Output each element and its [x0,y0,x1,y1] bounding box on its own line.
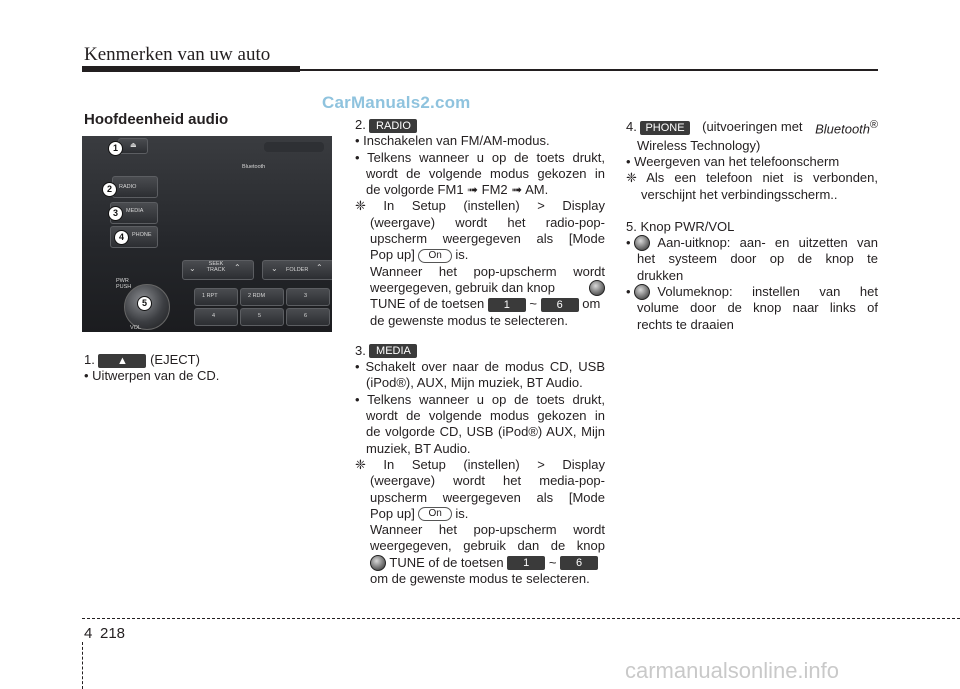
preset-1-button-icon: 1 [507,556,545,570]
footer-dashed-rule [82,618,960,619]
volume-knob-icon [634,284,650,300]
chapter-number: 4 [84,625,93,642]
marker-4: 4 [114,230,129,245]
on-button-icon: On [418,249,451,263]
media-button-icon: MEDIA [369,344,417,358]
marker-3: 3 [108,206,123,221]
marker-5: 5 [137,296,152,311]
audio-unit-photo: Bluetooth ⏏ RADIO MEDIA PHONE SEEK TRACK ⌄ ⌃ FOLDER ⌄ ⌃ 1 RPT 2 RDM 3 4 5 6 PWR PUSH VOL 1 2 3 4 5 [82,136,332,332]
preset-6-button-icon: 6 [560,556,598,570]
power-knob-icon [634,235,650,251]
marker-1: 1 [108,141,123,156]
marker-2: 2 [102,182,117,197]
column-1: 1. ▲ (EJECT) • Uitwerpen van de CD. [84,352,220,384]
header-title: Kenmerken van uw auto [84,44,271,65]
header-rule [300,69,878,71]
preset-6-button-icon: 6 [541,298,579,312]
page-number: 218 [100,625,126,642]
radio-button-icon: RADIO [369,119,417,133]
tune-knob-icon [589,280,605,296]
section-title: Hoofdeenheid audio [84,111,229,128]
column-3: 4. PHONE (uitvoeringen met Bluetooth® Wireless Technology) • Weergeven van het telefoonscherm ❈ Als een telefoon niet is verbonden, verschijnt het verbindingsscherm.. 5. Knop PWR/VOL • Aan-uitknop: aan- en uitzetten van het systeem door op de knop te drukken • Volumeknop: instellen van het volume door de knop naar links of rechts te draaien [626,119,878,332]
watermark-top: CarManuals2.com [322,93,471,112]
tune-knob-icon [370,555,386,571]
watermark-bottom: carmanualsonline.info [625,658,840,683]
header-bar [82,66,300,72]
phone-button-icon: PHONE [640,121,689,135]
eject-button-icon: ▲ [98,354,146,368]
on-button-icon: On [418,507,451,521]
column-2: 2. RADIO • Inschakelen van FM/AM-modus. • Telkens wanneer u op de toets drukt, wordt de volgende modus gekozen in de volgorde FM1 ➟ FM2 ➟ AM. ❈ In Setup (instellen) > Display (weergave) wordt het radio-pop- upscherm weergegeven als [Mode Pop up] On is. Wanneer het pop-upscherm wordt weergegeven, gebruik dan knop TUNE of de toetsen 1 ~ 6 om de gewenste modus te selecteren. 3. MEDIA • Schakelt over naar de modus CD, USB (iPod®), AUX, Mijn muziek, BT Audio. • Telkens wanneer u op de toets drukt, wordt de volgende modus gekozen in de volgorde CD, USB (iPod®) AUX, Mijn muziek, BT Audio. ❈ In Setup (instellen) > Display (weergave) wordt het media-pop- upscherm weergegeven als [Mode Pop up] On is. Wanneer het pop-upscherm wordt weergegeven, gebruik dan de knop TUNE of de toetsen 1 ~ 6 om de gewenste modus te selecteren. [355,117,605,587]
footer-vertical-rule [82,642,83,689]
preset-1-button-icon: 1 [488,298,526,312]
